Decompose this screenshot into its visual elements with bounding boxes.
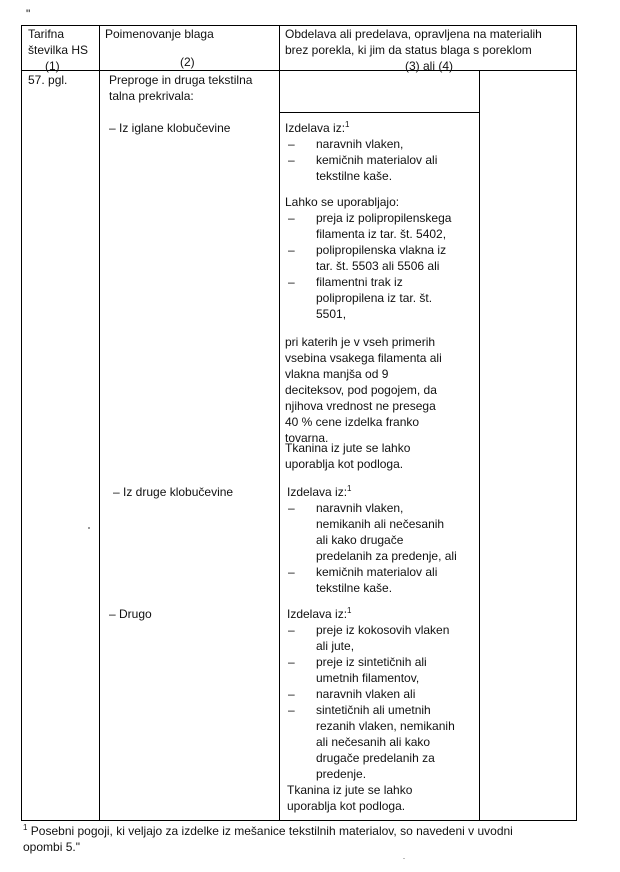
table-right-border bbox=[576, 25, 577, 821]
condition-text: pri katerih je v vseh primerih vsebina vsakega filamenta ali vlakna manjša od 9 deciteksov, pod pogojem, da njihova vrednost ne presega 40 % cene izdelka franko tovarna. bbox=[285, 335, 442, 445]
scan-speck bbox=[403, 858, 405, 859]
footnote-ref: 1 bbox=[347, 606, 352, 615]
goods-description: Preproge in druga tekstilna talna prekrivala: bbox=[109, 73, 253, 103]
list-item-continuation: ali jute, bbox=[316, 639, 355, 653]
list-item-continuation: umetnih filamentov, bbox=[316, 671, 420, 685]
header-tariff-number: Tarifna številka HS (1) bbox=[28, 27, 89, 73]
list-item-continuation: 5501, bbox=[316, 307, 347, 321]
column-divider-3 bbox=[479, 70, 480, 821]
list-item-continuation: tar. št. 5503 ali 5506 ali bbox=[316, 259, 440, 273]
footnote-mark: 1 bbox=[23, 823, 28, 832]
goods-item-needle-felt: – Iz iglane klobučevine bbox=[109, 121, 231, 135]
list-item-continuation: nemikanih ali nečesanih bbox=[316, 517, 445, 531]
footnote-ref: 1 bbox=[347, 484, 352, 493]
list-item-continuation: filamenta iz tar. št. 5402, bbox=[316, 227, 447, 241]
list-item-continuation: tekstilne kaše. bbox=[316, 581, 393, 595]
list-item-continuation: ali kako drugače bbox=[316, 533, 404, 547]
column-divider-2 bbox=[279, 25, 280, 821]
header-goods-name: Poimenovanje blaga bbox=[105, 27, 214, 41]
jute-note: Tkanina iz jute se lahko uporablja kot podloga. bbox=[285, 441, 411, 471]
list-item-continuation: tekstilne kaše. bbox=[316, 169, 393, 183]
table-left-border bbox=[21, 25, 22, 821]
allowed-intro: Lahko se uporabljajo: bbox=[285, 195, 400, 209]
process-intro-other-felt: Izdelava iz:$^1$ bbox=[287, 484, 352, 499]
process-intro-needle-felt: Izdelava iz:$^1$ bbox=[285, 120, 350, 135]
list-item-continuation: predenje. bbox=[316, 767, 367, 781]
column-divider-1 bbox=[99, 25, 100, 821]
list-item-continuation: drugače predelanih za bbox=[316, 751, 435, 765]
tariff-number: 57. pgl. bbox=[28, 73, 68, 87]
column-3-sub-border bbox=[279, 112, 479, 113]
list-item-continuation: ali nečesanih ali kako bbox=[316, 735, 431, 749]
list-item-continuation: polipropilena iz tar. št. bbox=[316, 291, 433, 305]
footnote: $^1$ Posebni pogoji, ki veljajo za izdelke iz mešanice tekstilnih materialov, so navedeni v uvodni opombi 5." bbox=[23, 823, 513, 854]
list-item-continuation: rezanih vlaken, nemikanih bbox=[316, 719, 455, 733]
opening-quote: " bbox=[26, 7, 31, 21]
jute-note: Tkanina iz jute se lahko uporablja kot podloga. bbox=[287, 783, 413, 813]
footnote-ref: 1 bbox=[345, 120, 350, 129]
header-processing: Obdelava ali predelava, opravljena na materialih brez porekla, ki jim da status blaga s poreklom (3) ali (4) bbox=[285, 27, 542, 73]
process-intro-other: Izdelava iz:$^1$ bbox=[287, 606, 352, 621]
table-bottom-border bbox=[21, 820, 577, 821]
goods-item-other: – Drugo bbox=[109, 607, 152, 621]
goods-item-other-felt: – Iz druge klobučevine bbox=[113, 485, 234, 499]
list-item-continuation: predelanih za predenje, ali bbox=[316, 549, 457, 563]
header-goods-name-index: (2) bbox=[180, 55, 195, 69]
scan-speck bbox=[88, 527, 90, 529]
